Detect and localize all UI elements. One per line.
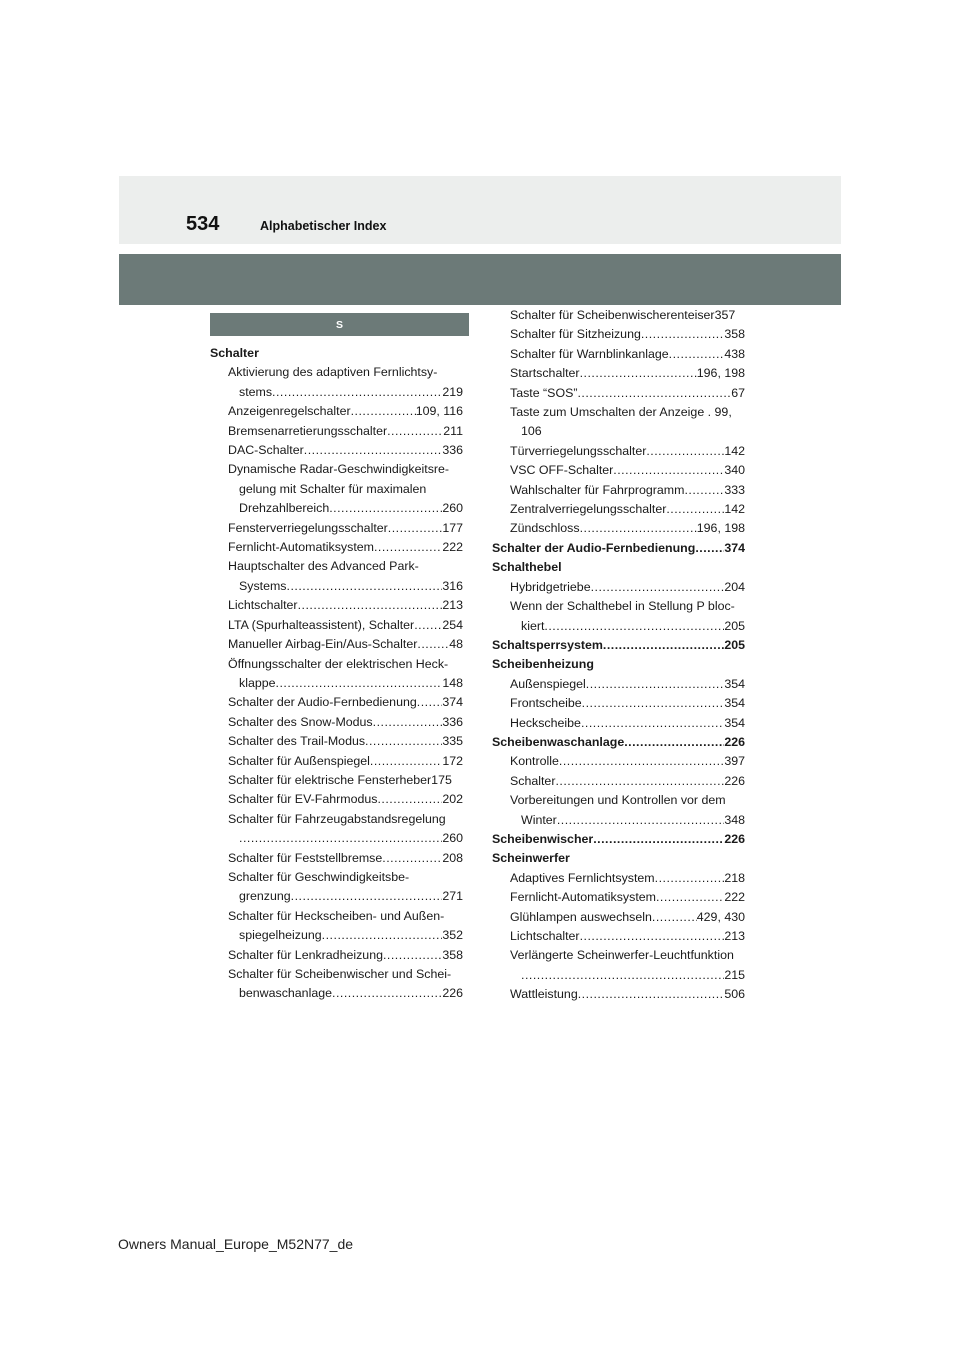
index-entry-text: Schalter für Außenspiegel bbox=[228, 753, 370, 768]
index-entry-page: 196, 198 bbox=[696, 366, 745, 381]
index-entry bbox=[492, 830, 745, 849]
index-entry bbox=[210, 422, 463, 441]
index-entry bbox=[210, 849, 463, 868]
index-entry-text: Schalter für Scheibenwischer und Schei- bbox=[228, 967, 452, 981]
index-entry-text: Schalter des Trail-Modus bbox=[228, 734, 366, 749]
index-entry bbox=[210, 383, 463, 402]
leader-dots bbox=[521, 966, 724, 985]
index-entry-text: Schalter für Feststellbremse bbox=[228, 850, 383, 865]
index-entry bbox=[492, 364, 745, 383]
index-entry-page: 340 bbox=[724, 463, 745, 478]
header-bar bbox=[119, 176, 841, 244]
index-entry-text: Zentralverriegelungsschalter bbox=[510, 502, 667, 517]
index-entry-page: 374 bbox=[442, 695, 463, 710]
index-entry-page: 354 bbox=[724, 696, 745, 711]
index-entry-page: 175 bbox=[431, 772, 452, 787]
index-entry-text: Schalter für Scheibenwischerenteiser bbox=[510, 308, 715, 322]
index-entry-page: 67 bbox=[731, 385, 745, 400]
index-entry-page: 226 bbox=[442, 986, 463, 1001]
index-entry-page: 222 bbox=[442, 540, 463, 555]
leader-dots bbox=[613, 461, 724, 480]
index-entry-text: Schalter für Heckscheiben- und Außen- bbox=[228, 908, 445, 923]
leader-dots bbox=[239, 829, 442, 848]
index-entry bbox=[210, 557, 463, 576]
index-entry-text: Türverriegelungsschalter bbox=[510, 443, 647, 458]
index-entry bbox=[492, 539, 745, 558]
index-entry-page: 316 bbox=[442, 578, 463, 593]
index-entry bbox=[210, 946, 463, 965]
index-entry-page: 109, 116 bbox=[415, 404, 463, 419]
index-entry-page: 397 bbox=[724, 754, 745, 769]
index-entry bbox=[210, 577, 463, 596]
index-entry-text: Schalter für Warnblinkanlage bbox=[510, 346, 669, 361]
index-entry-page: 438 bbox=[724, 346, 745, 361]
index-entry-text: Hauptschalter des Advanced Park- bbox=[228, 559, 419, 574]
leader-dots bbox=[544, 617, 724, 636]
index-entry-text: Dynamische Radar-Geschwindigkeitsre- bbox=[228, 462, 450, 477]
index-entry-page: 148 bbox=[442, 675, 463, 690]
index-entry bbox=[210, 344, 463, 363]
leader-dots bbox=[332, 984, 442, 1003]
index-entry-text: Heckscheibe bbox=[510, 715, 581, 730]
index-entry-text: Außenspiegel bbox=[510, 676, 586, 691]
leader-dots bbox=[581, 714, 724, 733]
index-entry bbox=[492, 655, 745, 674]
index-entry bbox=[492, 811, 745, 830]
index-entry bbox=[492, 461, 745, 480]
index-entry-text: stems bbox=[239, 384, 273, 399]
index-entry-text: Hybridgetriebe bbox=[510, 579, 591, 594]
leader-dots bbox=[557, 811, 725, 830]
index-entry-text: Anzeigenregelschalter bbox=[228, 404, 351, 419]
leader-dots bbox=[387, 422, 443, 441]
index-entry bbox=[492, 908, 745, 927]
index-entry-page: 333 bbox=[724, 482, 745, 497]
index-entry bbox=[210, 519, 463, 538]
index-entry-text: Bremsenarretierungsschalter bbox=[228, 423, 388, 438]
index-entry-page: 354 bbox=[724, 715, 745, 730]
index-entry-text: gelung mit Schalter für maximalen bbox=[239, 481, 427, 496]
index-letter: S bbox=[335, 318, 343, 331]
index-entry-text: klappe bbox=[239, 675, 276, 690]
index-entry-text: Fensterverriegelungsschalter bbox=[228, 520, 388, 535]
index-entry-text: Fernlicht-Automatiksystem bbox=[228, 540, 374, 555]
index-entry bbox=[210, 674, 463, 693]
index-entry bbox=[492, 384, 745, 403]
leader-dots bbox=[695, 539, 724, 558]
index-entry-text: Adaptives Fernlichtsystem bbox=[510, 870, 655, 885]
index-entry bbox=[492, 636, 745, 655]
index-entry bbox=[210, 926, 463, 945]
index-entry-page: 254 bbox=[442, 617, 463, 632]
index-entry bbox=[210, 363, 463, 382]
index-entry-text: Schalter für EV-Fahrmodus bbox=[228, 792, 378, 807]
leader-dots bbox=[666, 500, 724, 519]
index-entry-page: 226 bbox=[724, 773, 745, 788]
index-entry bbox=[210, 907, 463, 926]
leader-dots bbox=[329, 499, 442, 518]
index-entry-page: 222 bbox=[724, 890, 745, 905]
leader-dots bbox=[374, 538, 442, 557]
leader-dots bbox=[304, 441, 443, 460]
index-entry-page: 357 bbox=[714, 308, 736, 322]
index-entry-page: 205 bbox=[724, 618, 745, 633]
index-entry bbox=[210, 596, 463, 615]
index-entry-text: Manueller Airbag-Ein/Aus-Schalter bbox=[228, 637, 418, 652]
index-entry-text: Öffnungsschalter der elektrischen Heck- bbox=[228, 656, 449, 671]
index-entry bbox=[210, 441, 463, 460]
index-entry-text: Drehzahlbereich bbox=[239, 501, 330, 516]
index-letter-heading bbox=[210, 313, 469, 336]
index-entry bbox=[210, 713, 463, 732]
index-entry bbox=[492, 714, 745, 733]
index-entry-text: Schalter für Sitzheizung bbox=[510, 327, 641, 342]
index-entry bbox=[492, 558, 745, 577]
index-entry-page: 208 bbox=[442, 850, 463, 865]
index-entry-text: Schalter des Snow-Modus bbox=[228, 714, 373, 729]
index-entry-page: 177 bbox=[442, 520, 463, 535]
index-entry-page: 374 bbox=[724, 540, 745, 555]
index-entry bbox=[492, 927, 745, 946]
index-entry bbox=[492, 752, 745, 771]
section-title: Alphabetischer Index bbox=[260, 219, 387, 233]
index-entry-page: 219 bbox=[442, 384, 463, 399]
index-entry-text: Taste “SOS” bbox=[510, 385, 578, 400]
index-entry bbox=[210, 616, 463, 635]
leader-dots bbox=[641, 325, 724, 344]
index-entry bbox=[210, 732, 463, 751]
index-entry bbox=[210, 829, 463, 848]
index-entry bbox=[492, 481, 745, 500]
index-entry-page: 215 bbox=[724, 967, 745, 982]
index-entry bbox=[210, 752, 463, 771]
leader-dots bbox=[370, 752, 442, 771]
index-entry-text: Schalter bbox=[510, 773, 556, 788]
index-column-left bbox=[210, 344, 463, 1004]
index-entry-page: 211 bbox=[443, 423, 463, 438]
index-entry-page: 336 bbox=[442, 443, 463, 458]
index-entry bbox=[492, 675, 745, 694]
index-entry-text: Vorbereitungen und Kontrollen vor dem bbox=[510, 793, 726, 808]
index-entry-page: 335 bbox=[442, 734, 463, 749]
index-entry bbox=[210, 790, 463, 809]
leader-dots bbox=[351, 402, 416, 421]
index-entry bbox=[492, 500, 745, 519]
leader-dots bbox=[624, 733, 724, 752]
leader-dots bbox=[577, 384, 731, 403]
index-entry bbox=[492, 306, 745, 325]
index-entry-text: Winter bbox=[521, 812, 557, 827]
footer-document-id: Owners Manual_Europe_M52N77_de bbox=[118, 1236, 354, 1252]
index-entry-page: 213 bbox=[442, 598, 463, 613]
index-entry-text: Schalter für Lenkradheizung bbox=[228, 947, 383, 962]
index-entry bbox=[210, 402, 463, 421]
index-entry-text: Startschalter bbox=[510, 366, 580, 381]
index-entry-page: 204 bbox=[724, 579, 745, 594]
leader-dots bbox=[586, 675, 725, 694]
index-entry-page: 429, 430 bbox=[696, 909, 745, 924]
leader-dots bbox=[388, 519, 443, 538]
index-entry-text: Schaltsperrsystem bbox=[492, 637, 603, 652]
index-entry-text: DAC-Schalter bbox=[228, 443, 304, 458]
index-entry-page: 48 bbox=[449, 637, 463, 652]
index-entry-text: Schalter für elektrische Fensterheber bbox=[228, 772, 432, 787]
index-entry-page: 213 bbox=[724, 929, 745, 943]
leader-dots bbox=[377, 790, 442, 809]
index-entry-text: Lichtschalter bbox=[228, 598, 298, 613]
index-entry-text: Wahlschalter für Fahrprogramm bbox=[510, 482, 685, 497]
header-band bbox=[119, 254, 841, 305]
index-entry-text: Glühlampen auswechseln bbox=[510, 909, 652, 924]
index-entry-text: Scheinwerfer bbox=[492, 851, 570, 866]
index-entry bbox=[210, 771, 463, 790]
index-entry bbox=[492, 403, 745, 422]
index-entry-text: VSC OFF-Schalter bbox=[510, 463, 614, 478]
index-entry bbox=[492, 946, 745, 965]
index-entry-text: Taste zum Umschalten der Anzeige . 99, bbox=[510, 405, 732, 420]
leader-dots bbox=[291, 887, 443, 906]
index-entry bbox=[492, 985, 745, 1004]
leader-dots bbox=[580, 364, 697, 383]
index-entry-page: 336 bbox=[442, 714, 463, 729]
index-entry-text: spiegelheizung bbox=[239, 928, 322, 943]
index-entry bbox=[210, 965, 463, 984]
leader-dots bbox=[417, 693, 443, 712]
index-entry-page: 226 bbox=[724, 734, 745, 749]
index-entry bbox=[210, 635, 463, 654]
index-entry-text: Schalter der Audio-Fernbedienung bbox=[228, 695, 417, 710]
index-entry-page: 358 bbox=[442, 947, 463, 962]
index-entry bbox=[492, 578, 745, 597]
leader-dots bbox=[365, 732, 442, 751]
index-entry-text: 106 bbox=[521, 424, 542, 439]
leader-dots bbox=[417, 635, 449, 654]
index-column-right bbox=[492, 306, 745, 1005]
index-entry-text: Lichtschalter bbox=[510, 929, 580, 943]
index-entry-text: benwaschanlage bbox=[239, 986, 333, 1001]
leader-dots bbox=[582, 694, 725, 713]
index-entry-page: 196, 198 bbox=[696, 521, 745, 536]
index-entry bbox=[492, 345, 745, 364]
leader-dots bbox=[559, 752, 724, 771]
index-entry bbox=[210, 538, 463, 557]
index-entry-text: Schalter der Audio-Fernbedienung bbox=[492, 540, 696, 555]
leader-dots bbox=[555, 772, 724, 791]
leader-dots bbox=[383, 946, 442, 965]
leader-dots bbox=[298, 596, 443, 615]
index-entry-text: Systems bbox=[239, 578, 287, 593]
leader-dots bbox=[373, 713, 443, 732]
index-entry bbox=[492, 694, 745, 713]
leader-dots bbox=[578, 985, 725, 1004]
index-entry-text: Wenn der Schalthebel in Stellung P bloc- bbox=[510, 599, 735, 614]
leader-dots bbox=[593, 830, 724, 849]
index-entry-text: Frontscheibe bbox=[510, 696, 582, 711]
index-entry bbox=[492, 733, 745, 752]
index-entry bbox=[492, 772, 745, 791]
index-entry-page: 218 bbox=[724, 870, 745, 885]
index-entry-text: Zündschloss bbox=[510, 521, 580, 536]
leader-dots bbox=[272, 383, 442, 402]
index-entry-page: 506 bbox=[724, 987, 745, 1002]
index-entry bbox=[210, 655, 463, 674]
index-entry bbox=[210, 693, 463, 712]
index-entry-page: 142 bbox=[724, 502, 745, 517]
index-entry bbox=[492, 422, 745, 441]
index-entry-page: 260 bbox=[442, 501, 463, 516]
index-entry bbox=[210, 984, 463, 1003]
index-entry-page: 271 bbox=[442, 889, 463, 904]
index-entry bbox=[210, 460, 463, 479]
index-entry bbox=[210, 499, 463, 518]
leader-dots bbox=[646, 442, 724, 461]
index-entry-page: 205 bbox=[724, 637, 745, 652]
index-entry bbox=[210, 810, 463, 829]
leader-dots bbox=[287, 577, 443, 596]
index-entry-text: Aktivierung des adaptiven Fernlichtsy- bbox=[228, 365, 438, 380]
index-entry-text: Kontrolle bbox=[510, 754, 559, 769]
leader-dots bbox=[591, 578, 725, 597]
leader-dots bbox=[414, 616, 442, 635]
index-entry-page: 142 bbox=[724, 443, 745, 458]
index-entry bbox=[210, 480, 463, 499]
index-entry bbox=[492, 849, 745, 868]
index-entry-text: Wattleistung bbox=[510, 987, 578, 1002]
leader-dots bbox=[382, 849, 442, 868]
leader-dots bbox=[580, 519, 697, 538]
index-entry-page: 172 bbox=[442, 753, 463, 768]
index-entry-text: Schalter für Fahrzeugabstandsregelung bbox=[228, 811, 446, 826]
leader-dots bbox=[322, 926, 443, 945]
index-entry bbox=[492, 617, 745, 636]
index-entry-text: Schalter bbox=[210, 346, 259, 360]
index-entry-text: grenzung bbox=[239, 889, 291, 904]
index-entry bbox=[492, 325, 745, 344]
index-entry-text: Schalter für Geschwindigkeitsbe- bbox=[228, 869, 410, 884]
leader-dots bbox=[652, 908, 697, 927]
index-entry bbox=[492, 519, 745, 538]
page-number: 534 bbox=[186, 213, 220, 235]
index-entry-page: 202 bbox=[442, 792, 463, 807]
index-entry-page: 226 bbox=[724, 831, 745, 846]
leader-dots bbox=[684, 481, 724, 500]
index-entry-text: Scheibenheizung bbox=[492, 657, 594, 672]
leader-dots bbox=[669, 345, 725, 364]
index-entry bbox=[492, 869, 745, 888]
leader-dots bbox=[656, 888, 724, 907]
index-entry-page: 348 bbox=[724, 812, 745, 827]
leader-dots bbox=[276, 674, 443, 693]
leader-dots bbox=[655, 869, 725, 888]
index-entry-page: 358 bbox=[724, 327, 745, 342]
index-entry-text: Schalthebel bbox=[492, 560, 562, 575]
index-entry-text: Scheibenwischer bbox=[492, 831, 594, 846]
index-entry bbox=[492, 791, 745, 810]
index-entry bbox=[492, 597, 745, 616]
index-entry bbox=[210, 887, 463, 906]
index-entry-text: kiert bbox=[521, 618, 545, 633]
index-entry-page: 260 bbox=[442, 831, 463, 846]
index-entry-page: 354 bbox=[724, 676, 745, 691]
index-entry bbox=[210, 868, 463, 887]
leader-dots bbox=[580, 927, 725, 946]
index-entry bbox=[492, 888, 745, 907]
index-entry-text: Scheibenwaschanlage bbox=[492, 734, 625, 749]
index-entry-page: 352 bbox=[442, 928, 463, 943]
index-entry bbox=[492, 966, 745, 985]
leader-dots bbox=[603, 636, 724, 655]
index-entry-text: Fernlicht-Automatiksystem bbox=[510, 890, 656, 905]
index-entry-text: Verlängerte Scheinwerfer-Leuchtfunktion bbox=[510, 948, 734, 963]
index-entry-text: LTA (Spurhalteassistent), Schalter bbox=[228, 617, 415, 632]
index-entry bbox=[492, 442, 745, 461]
